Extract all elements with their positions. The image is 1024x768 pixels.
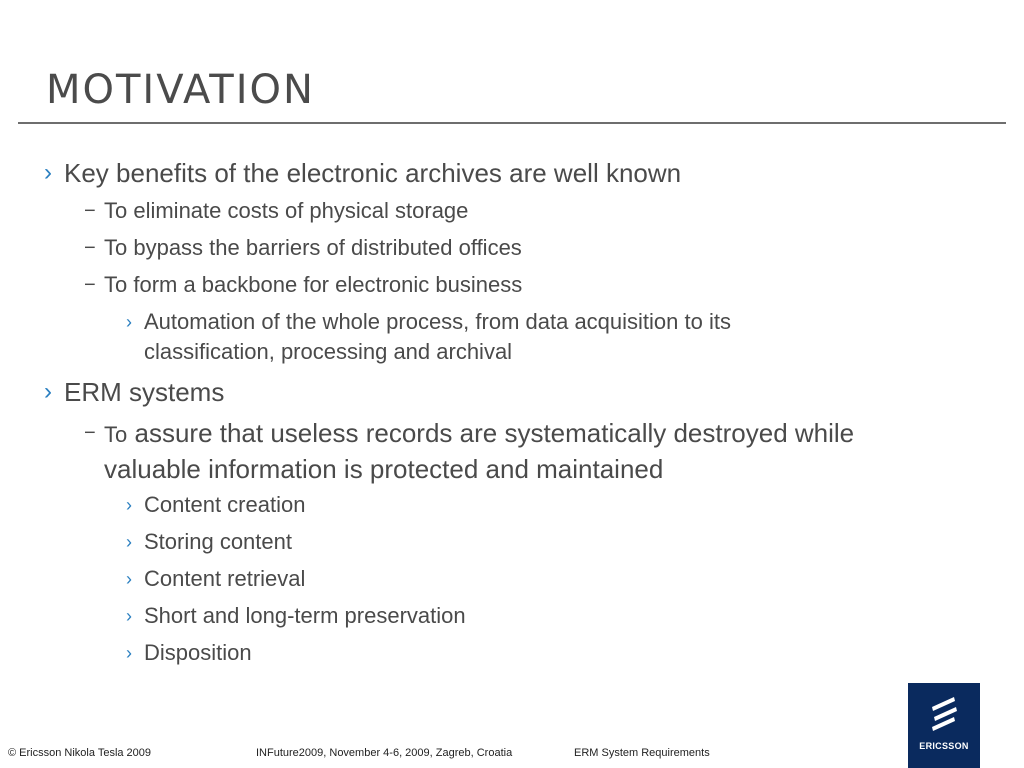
sub-sub-bullet-preservation: [126, 601, 466, 631]
bullet-erm-systems: [44, 376, 224, 408]
bullet-marker: ›: [44, 159, 52, 186]
sub-sub-bullet-text: Content creation: [144, 492, 306, 517]
footer-event: INFuture2009, November 4-6, 2009, Zagreb, Croatia: [256, 747, 513, 759]
text-line-1: Automation of the whole process, from data acquisition to its: [144, 309, 731, 334]
ericsson-mark-icon: [908, 683, 980, 743]
chevron-marker: ›: [126, 495, 132, 515]
dash-marker: −: [84, 237, 96, 259]
chevron-marker: ›: [126, 569, 132, 589]
sub-sub-bullet-text: [144, 307, 731, 367]
sub-bullet-backbone: [84, 271, 522, 299]
chevron-marker: ›: [126, 606, 132, 626]
chevron-marker: ›: [126, 643, 132, 663]
footer-copyright: © Ericsson Nikola Tesla 2009: [8, 747, 152, 759]
sub-bullet-bypass-barriers: [84, 234, 522, 262]
sub-sub-bullet-content-retrieval: [126, 564, 305, 594]
sub-bullet-text: To form a backbone for electronic business: [104, 272, 523, 297]
text-to: To: [104, 422, 128, 447]
sub-sub-bullet-text: Disposition: [144, 640, 252, 665]
sub-sub-bullet-automation: [126, 307, 731, 367]
logo-text: ERICSSON: [919, 741, 969, 751]
text-line-1: [104, 416, 854, 452]
slide-title: MOTIVATION: [46, 67, 315, 113]
sub-bullet-assure-records: [84, 416, 854, 486]
chevron-marker: ›: [126, 312, 132, 332]
text-line-2: classification, processing and archival: [144, 339, 513, 364]
bullet-marker: ›: [44, 378, 52, 405]
sub-sub-bullet-content-creation: [126, 490, 305, 520]
sub-sub-bullet-text: Storing content: [144, 529, 292, 554]
title-divider: [18, 122, 1006, 124]
text-line-1-rest: assure that useless records are systematically destroyed while: [134, 418, 855, 448]
chevron-marker: ›: [126, 532, 132, 552]
sub-sub-bullet-text: Content retrieval: [144, 566, 306, 591]
sub-sub-bullet-storing-content: [126, 527, 292, 557]
sub-bullet-text: [104, 416, 854, 486]
sub-sub-bullet-disposition: [126, 638, 252, 668]
dash-marker: −: [84, 274, 96, 296]
ericsson-logo: [908, 683, 980, 768]
dash-marker: −: [84, 422, 96, 444]
bullet-text: Key benefits of the electronic archives are well known: [64, 158, 682, 188]
sub-bullet-text: To bypass the barriers of distributed offices: [104, 235, 522, 260]
bullet-text: ERM systems: [64, 377, 225, 407]
text-line-2: valuable information is protected and maintained: [104, 454, 664, 484]
sub-sub-bullet-text: Short and long-term preservation: [144, 603, 466, 628]
bullet-key-benefits: [44, 157, 681, 189]
sub-bullet-text: To eliminate costs of physical storage: [104, 198, 469, 223]
dash-marker: −: [84, 200, 96, 222]
sub-bullet-eliminate-costs: [84, 197, 468, 225]
footer-topic: ERM System Requirements: [574, 747, 710, 759]
